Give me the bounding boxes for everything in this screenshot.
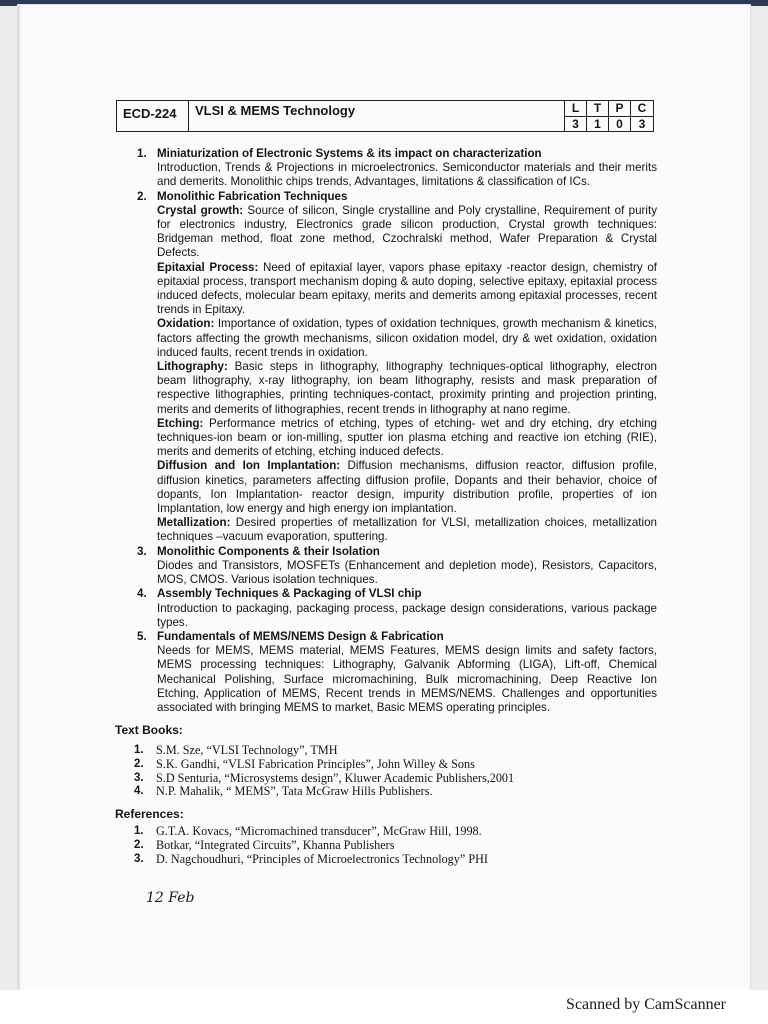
unit-paragraph xyxy=(157,204,657,261)
topic-text: Basic steps in lithography, lithography techniques-optical lithography, electron beam lithography, x-ray lithography, ion beam lithography, resists and mask preparation of respective lithographies, printing techniques-contact, proximity printing and projection printing, merits and demerits of lithographies, recent trends in lithography at nano regime. xyxy=(157,360,657,416)
course-title: VLSI & MEMS Technology xyxy=(189,101,565,131)
textbook-item xyxy=(134,744,654,758)
unit-paragraph xyxy=(157,417,657,460)
reference-item xyxy=(134,825,654,839)
references-heading: References: xyxy=(115,807,184,821)
handwritten-date-note: 12 Feb xyxy=(146,890,195,906)
ltpc-label: P xyxy=(609,101,630,117)
course-code: ECD-224 xyxy=(117,101,189,131)
topic-text: Diffusion mechanisms, diffusion reactor, diffusion profile, diffusion kinetics, parameters affecting diffusion profile, Dopants and their behavior, choice of dopants, Ion Implantation- reactor design, impurity distribution profile, properties of ion Implantation, low energy and high energy ion implantation. xyxy=(157,459,657,516)
item-text: S.D Senturia, “Microsystems design”, Kluwer Academic Publishers,2001 xyxy=(156,770,515,785)
item-text: G.T.A. Kovacs, “Micromachined transducer”, McGraw Hill, 1998. xyxy=(156,824,482,838)
topic-heading: Epitaxial Process: xyxy=(157,260,259,274)
syllabus-unit xyxy=(137,147,657,190)
ltpc-label: T xyxy=(587,101,608,117)
topic-text: Importance of oxidation, types of oxidation techniques, growth mechanism & kinetics, factors affecting the growth mechanisms, silicon oxidation model, dry & wet oxidation, oxidation induced faults, recent trends in oxidation. xyxy=(157,317,657,359)
unit-number: 4. xyxy=(137,587,147,601)
ltpc-column xyxy=(609,101,631,131)
item-number: 2. xyxy=(134,757,144,770)
ltpc-grid xyxy=(565,101,653,131)
topic-text: Introduction to packaging, packaging process, package design considerations, various package types. xyxy=(157,601,657,629)
topic-text: Introduction, Trends & Projections in microelectronics. Semiconductor materials and their merits and demerits. Monolithic chips trends, Advantages, limitations & classification of ICs. xyxy=(157,161,657,189)
item-number: 1. xyxy=(134,744,144,756)
ltpc-label: C xyxy=(631,101,653,117)
unit-number: 1. xyxy=(137,147,147,160)
unit-paragraph xyxy=(157,161,657,189)
textbook-item xyxy=(134,772,654,786)
item-text: Botkar, “Integrated Circuits”, Khanna Publishers xyxy=(156,837,395,852)
ltpc-value: 1 xyxy=(594,117,601,131)
course-header-table xyxy=(116,100,654,132)
item-text: S.K. Gandhi, “VLSI Fabrication Principles”, John Willey & Sons xyxy=(156,756,475,771)
references-list xyxy=(134,825,654,866)
syllabus-unit xyxy=(137,545,657,588)
unit-title: Fundamentals of MEMS/NEMS Design & Fabrication xyxy=(157,629,444,643)
unit-paragraph xyxy=(157,644,657,715)
topic-text: Needs for MEMS, MEMS material, MEMS Features, MEMS design limits and safety factors, MEMS processing techniques: Lithography, Galvanik Abforming (LIGA), Lift-off, Chemical Mechanical Polishing, Surface micromachining, Bulk micromachining, Deep Reactive Ion Etching, Application of MEMS, Recent trends in MEMS/NEMS. Challenges and opportunities associated with bringing MEMS to market, Basic MEMS operating principles. xyxy=(157,644,657,714)
reference-item xyxy=(134,839,654,853)
textbooks-list xyxy=(134,744,654,799)
ltpc-column xyxy=(587,101,609,131)
unit-paragraph xyxy=(157,559,657,587)
ltpc-label: L xyxy=(565,101,586,117)
topic-heading: Metallization: xyxy=(157,516,231,530)
item-number: 3. xyxy=(134,852,144,865)
syllabus-unit xyxy=(137,587,657,630)
unit-title: Assembly Techniques & Packaging of VLSI chip xyxy=(157,587,422,601)
textbook-item xyxy=(134,758,654,772)
page-shadow-edge xyxy=(18,5,21,990)
topic-heading: Etching: xyxy=(157,416,204,430)
unit-number: 2. xyxy=(137,189,147,203)
unit-number: 3. xyxy=(137,544,147,558)
item-text: S.M. Sze, “VLSI Technology”, TMH xyxy=(156,743,338,757)
topic-text: Performance metrics of etching, types of etching- wet and dry etching, dry etching techniques-ion beam or ion-milling, sputter ion plasma etching and reactive ion etching (RIE), merits and demerits of etching, etching induced defects. xyxy=(157,416,657,459)
item-number: 1. xyxy=(134,825,144,837)
syllabus-units xyxy=(137,147,657,715)
ltpc-value: 0 xyxy=(616,117,623,131)
unit-number: 5. xyxy=(137,629,147,643)
topic-text: Source of silicon, Single crystalline and Poly crystalline, Requirement of purity for electronics industry, Electronics grade silicon production, Crystal growth techniques: Bridgeman method, float zone method, Czochralski method, Wafer Preparation & Crystal Defects. xyxy=(157,203,657,260)
scanner-watermark: Scanned by CamScanner xyxy=(566,996,726,1013)
item-text: D. Nagchoudhuri, “Principles of Microelectronics Technology” PHI xyxy=(156,851,488,866)
syllabus-unit xyxy=(137,190,657,545)
unit-paragraph xyxy=(157,602,657,630)
topic-text: Need of epitaxial layer, vapors phase epitaxy -reactor design, chemistry of epitaxial process, transport mechanism doping & auto doping, selective epitaxy, epitaxial process induced defects, molecular beam epitaxy, merits and demerits among epitaxial processes, recent trends in Epitaxy. xyxy=(157,260,657,317)
textbooks-heading: Text Books: xyxy=(115,723,183,737)
syllabus-unit xyxy=(137,630,657,715)
topic-text: Desired properties of metallization for VLSI, metallization choices, metallization techniques –vacuum evaporation, sputtering. xyxy=(157,516,657,544)
unit-paragraph xyxy=(157,360,657,417)
unit-paragraph xyxy=(157,459,657,516)
item-number: 2. xyxy=(134,838,144,851)
unit-paragraph xyxy=(157,317,657,360)
textbook-item xyxy=(134,785,654,799)
reference-item xyxy=(134,853,654,867)
item-text: N.P. Mahalik, “ MEMS”, Tata McGraw Hills Publishers. xyxy=(156,784,433,799)
unit-paragraph xyxy=(157,516,657,544)
unit-paragraph xyxy=(157,261,657,318)
unit-title: Monolithic Components & their Isolation xyxy=(157,544,380,558)
item-number: 4. xyxy=(134,785,144,798)
ltpc-value: 3 xyxy=(638,117,646,131)
unit-title: Monolithic Fabrication Techniques xyxy=(157,189,348,203)
ltpc-column xyxy=(631,101,653,131)
item-number: 3. xyxy=(134,771,144,784)
topic-heading: Diffusion and Ion Implantation: xyxy=(157,459,341,473)
ltpc-column xyxy=(565,101,587,131)
unit-title: Miniaturization of Electronic Systems & its impact on characterization xyxy=(157,147,542,160)
topic-heading: Lithography: xyxy=(157,360,228,374)
topic-heading: Crystal growth: xyxy=(157,203,244,217)
topic-heading: Oxidation: xyxy=(157,317,215,331)
topic-text: Diodes and Transistors, MOSFETs (Enhancement and depletion mode), Resistors, Capacitors, MOS, CMOS. Various isolation techniques. xyxy=(157,558,657,587)
ltpc-value: 3 xyxy=(572,117,579,131)
